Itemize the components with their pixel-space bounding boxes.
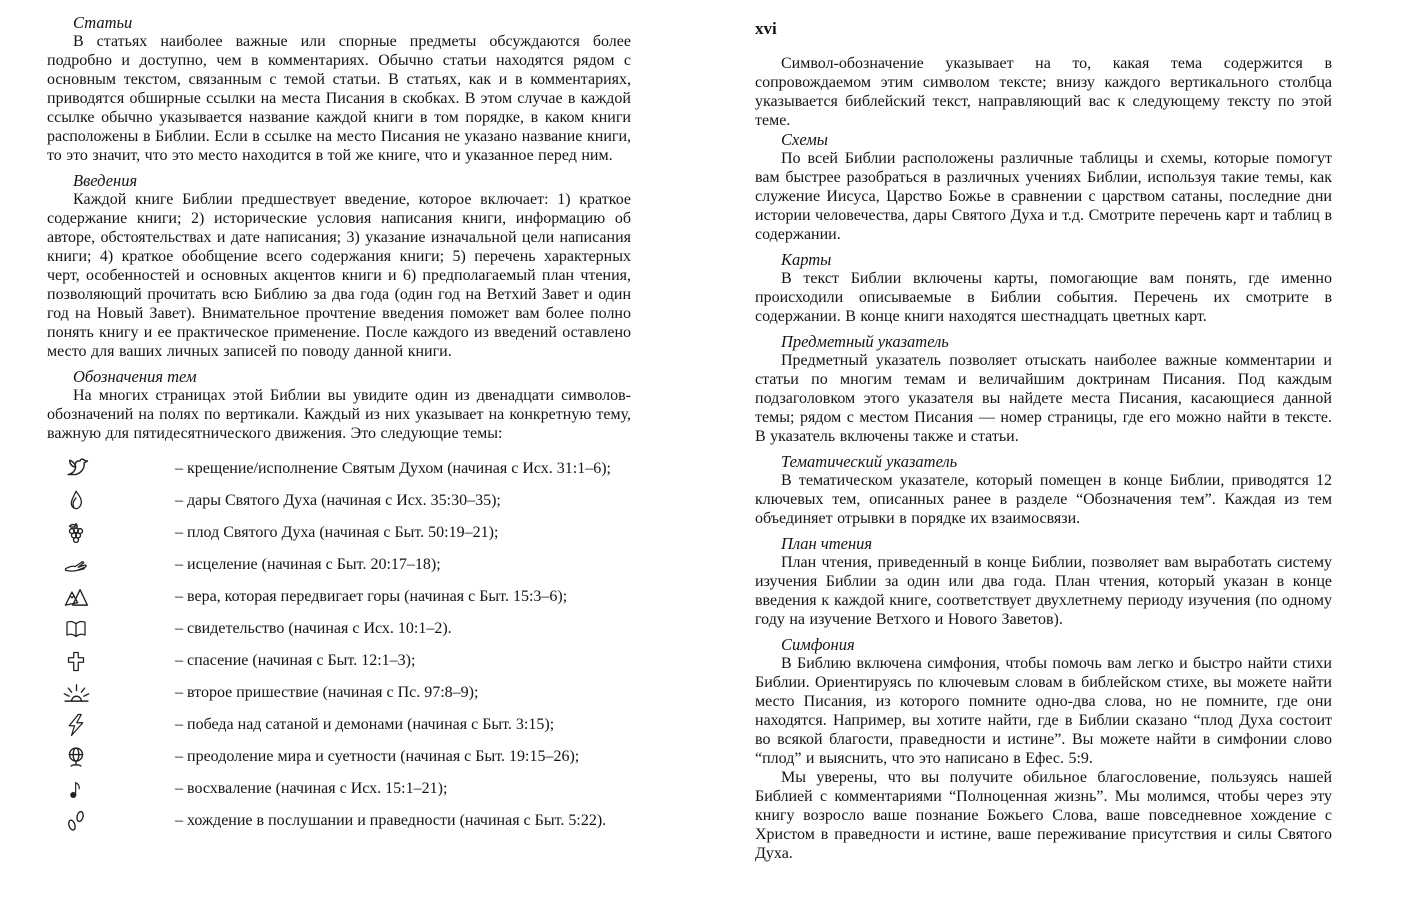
section-reading-plan <box>755 534 1332 629</box>
symbol-item <box>47 517 631 549</box>
paragraph: В текст Библии включены карты, помогающие вам понять, где именно происходили описываемые в Библии события. Перечень их смотрите в содержании. В конце книги находятся шестнадцать цветных карт. <box>755 270 1332 325</box>
symbol-label: – хождение в послушании и праведности (начиная с Быт. 5:22). <box>175 812 607 829</box>
section-heading: Симфония <box>781 635 855 654</box>
symbol-label: – крещение/исполнение Святым Духом (начиная с Исх. 31:1–6); <box>175 460 611 477</box>
flame-icon <box>61 488 91 514</box>
section-heading: План чтения <box>781 534 873 553</box>
symbol-item <box>47 613 631 645</box>
symbol-item <box>47 805 631 837</box>
paragraph: В Библию включена симфония, чтобы помочь вам легко и быстро найти стихи Библии. Ориентируясь по ключевым словам в библейском стихе, вы можете найти место Писания, из которого помните одно-два слова, но не помните, где они находятся. Например, вы хотите найти, где в Библии сказано “плод Духа состоит во всякой благости, праведности и истине”. Вы можете найти в симфонии слово “плод” и выяснить, что это написано в Ефес. 5:9. <box>755 655 1332 767</box>
hand-icon <box>61 553 91 577</box>
music-note-icon <box>61 776 91 803</box>
symbol-label: – второе пришествие (начиная с Пс. 97:8–9); <box>175 684 479 701</box>
symbol-item <box>47 549 631 581</box>
grapes-icon <box>61 520 91 547</box>
paragraph: В статьях наиболее важные или спорные предметы обсуждаются более подробно и доступно, чем в комментариях. Обычно статьи находятся рядом с основным текстом, связанным с темой статьи. В статьях, как и в комментариях, приводятся обширные ссылки на места Писания в скобках. В этом случае в каждой ссылке обычно указывается название каждой книги в том порядке, в каком книги расположены в Библии. Если в ссылке на место Писания не указано название книги, то это значит, что это место находится в той же книге, что и указанное перед ним. <box>47 33 631 164</box>
symbols-list <box>47 453 631 837</box>
symbol-label: – победа над сатаной и демонами (начиная с Быт. 3:15); <box>175 716 555 733</box>
sunrise-icon <box>61 680 91 706</box>
section-heading: Статьи <box>73 13 133 32</box>
paragraph: На многих страницах этой Библии вы увидите один из двенадцати символов-обозначений на полях по вертикали. Каждый из них указывает на конкретную тему, важную для пятидесятнического движения. Это следующие темы: <box>47 387 631 442</box>
section-theme-symbols <box>47 367 631 443</box>
symbol-label: – восхваление (начиная с Исх. 15:1–21); <box>175 780 448 797</box>
page-right <box>707 0 1414 898</box>
paragraph: В тематическом указателе, который помещен в конце Библии, приводятся 12 ключевых тем, описанных ранее в разделе “Обозначения тем”. Каждая из тем объединяет отрывки в порядке их взаимосвязи. <box>755 472 1332 527</box>
section-heading: Введения <box>73 171 138 190</box>
mountains-icon <box>61 584 91 610</box>
globe-icon <box>61 743 91 771</box>
paragraph: По всей Библии расположены различные таблицы и схемы, которые помогут вам быстрее разобраться в различных учениях Библии, используя такие темы, как служение Иисуса, Царство Божье в сравнении с царством сатаны, последние дни истории человечества, дары Святого Духа и т.д. Смотрите перечень карт и таблиц в содержании. <box>755 150 1332 243</box>
section-heading: Обозначения тем <box>73 367 197 386</box>
symbol-item <box>47 581 631 613</box>
section-heading: Схемы <box>781 130 828 149</box>
dove-icon <box>61 456 91 483</box>
symbol-item <box>47 677 631 709</box>
open-book-icon <box>61 617 91 641</box>
paragraph: Каждой книге Библии предшествует введение, которое включает: 1) краткое содержание книги; 2) исторические условия написания книги, информацию об авторе, обстоятельствах и дате написания; 3) указание изначальной цели написания книги; 4) краткое обобщение всего содержания книги; 5) перечень характерных черт, особенностей и основных акцентов книги и 6) предполагаемый план чтения, позволяющий прочитать всю Библию за два года (один год на Ветхий Завет и один год на Новый Завет). Внимательное прочтение введения поможет вам более полно понять книгу и ее практическое применение. После каждого из введений оставлено место для ваших личных записей по поводу данной книги. <box>47 191 631 360</box>
section-subject-index <box>755 332 1332 446</box>
section-heading: Карты <box>781 250 832 269</box>
symbol-item <box>47 485 631 517</box>
section-articles <box>47 13 631 165</box>
cross-icon <box>61 648 91 675</box>
section-concordance <box>755 635 1332 863</box>
symbol-label: – исцеление (начиная с Быт. 20:17–18); <box>175 556 441 573</box>
section-thematic-index <box>755 452 1332 528</box>
symbol-label: – дары Святого Духа (начиная с Исх. 35:30–35); <box>175 492 501 509</box>
section-heading: Предметный указатель <box>781 332 949 351</box>
symbol-item <box>47 709 631 741</box>
section-charts <box>755 130 1332 244</box>
symbol-item <box>47 645 631 677</box>
symbol-label: – преодоление мира и суетности (начиная с Быт. 19:15–26); <box>175 748 580 765</box>
symbol-item <box>47 453 631 485</box>
symbol-item <box>47 741 631 773</box>
symbol-label: – вера, которая передвигает горы (начиная с Быт. 15:3–6); <box>175 588 568 605</box>
paragraph: План чтения, приведенный в конце Библии, позволяет вам выработать систему изучения Библии за один или два года. План чтения, который указан в конце введения к каждой книге, соответствует двухлетнему периоду изучения (по одному году на изучение Ветхого и Нового Заветов). <box>755 554 1332 628</box>
section-maps <box>755 250 1332 326</box>
section-introductions <box>47 171 631 361</box>
footprints-icon <box>61 807 91 835</box>
symbol-label: – свидетельство (начиная с Исх. 10:1–2). <box>175 620 452 637</box>
section-heading: Тематический указатель <box>781 452 958 471</box>
paragraph: Мы уверены, что вы получите обильное благословение, пользуясь нашей Библией с комментариями “Полноценная жизнь”. Мы молимся, чтобы через эту книгу возросло ваше познание Божьего Слова, ваше повседневное хождение с Христом в праведности и истине, ваше переживание присутствия и силы Святого Духа. <box>755 769 1332 862</box>
paragraph: Символ-обозначение указывает на то, какая тема содержится в сопровождаемом этим символом тексте; внизу каждого вертикального столбца указывается библейский текст, направляющий вас к следующему тексту по этой теме. <box>755 55 1332 129</box>
symbol-label: – плод Святого Духа (начиная с Быт. 50:19–21); <box>175 524 499 541</box>
symbol-item <box>47 773 631 805</box>
paragraph: Предметный указатель позволяет отыскать наиболее важные комментарии и статьи по многим темам и величайшим доктринам Писания. Под каждым подзаголовком этого указателя вы найдете места Писания, касающиеся данной темы; рядом с местом Писания — номер страницы, где его можно найти в тексте. В указатель включены также и статьи. <box>755 352 1332 445</box>
page-number: xvi <box>755 19 777 38</box>
symbol-label: – спасение (начиная с Быт. 12:1–3); <box>175 652 416 669</box>
lightning-icon <box>61 711 91 739</box>
